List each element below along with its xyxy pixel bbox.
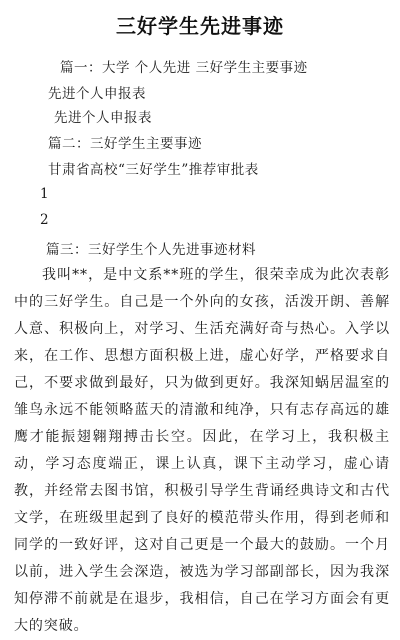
outline-number-1: 1 [40, 186, 50, 202]
outline-part-3: 篇三：三好学生个人先进事迹材料 [46, 242, 256, 258]
outline-item-2: 先进个人申报表 [54, 110, 152, 126]
outline-part-2: 篇二：三好学生主要事迹 [48, 136, 202, 152]
outline-number-2: 2 [40, 212, 50, 228]
body-paragraph: 我叫**，是中文系**班的学生，很荣幸成为此次表彰中的三好学生。自己是一个外向的女孩，活泼开朗、善解人意、积极向上，对学习、生活充满好奇与热心。入学以来，在工作、思想方面积极上进，虚心好学，严格要求自己，不要求做到最好，只为做到更好。我深知蜗居温室的雏鸟永远不能领略蓝天的清澈和纯净，只有志存高远的雄鹰才能振翅翱翔搏击长空。因此，在学习上，我积极主动，学习态度端正，课上认真，课下主动学习，虚心请教，并经常去图书馆，积极引导学生背诵经典诗文和古代文学，在班级里起到了良好的模范带头作用，得到老师和同学的一致好评，这对自己更是一个最大的鼓励。一个月以前，进入学生会深造，被选为学习部副部长，因为我深知停滞不前就是在退步，我相信，自己在学习方面会有更大的突破。 [14, 267, 390, 634]
outline-item-3: 甘肃省高校“三好学生”推荐审批表 [48, 162, 259, 178]
outline-item-1: 先进个人申报表 [48, 86, 146, 102]
document-title: 三好学生先进事迹 [116, 14, 284, 38]
outline-part-1: 篇一：大学 个人先进 三好学生主要事迹 [60, 60, 308, 76]
